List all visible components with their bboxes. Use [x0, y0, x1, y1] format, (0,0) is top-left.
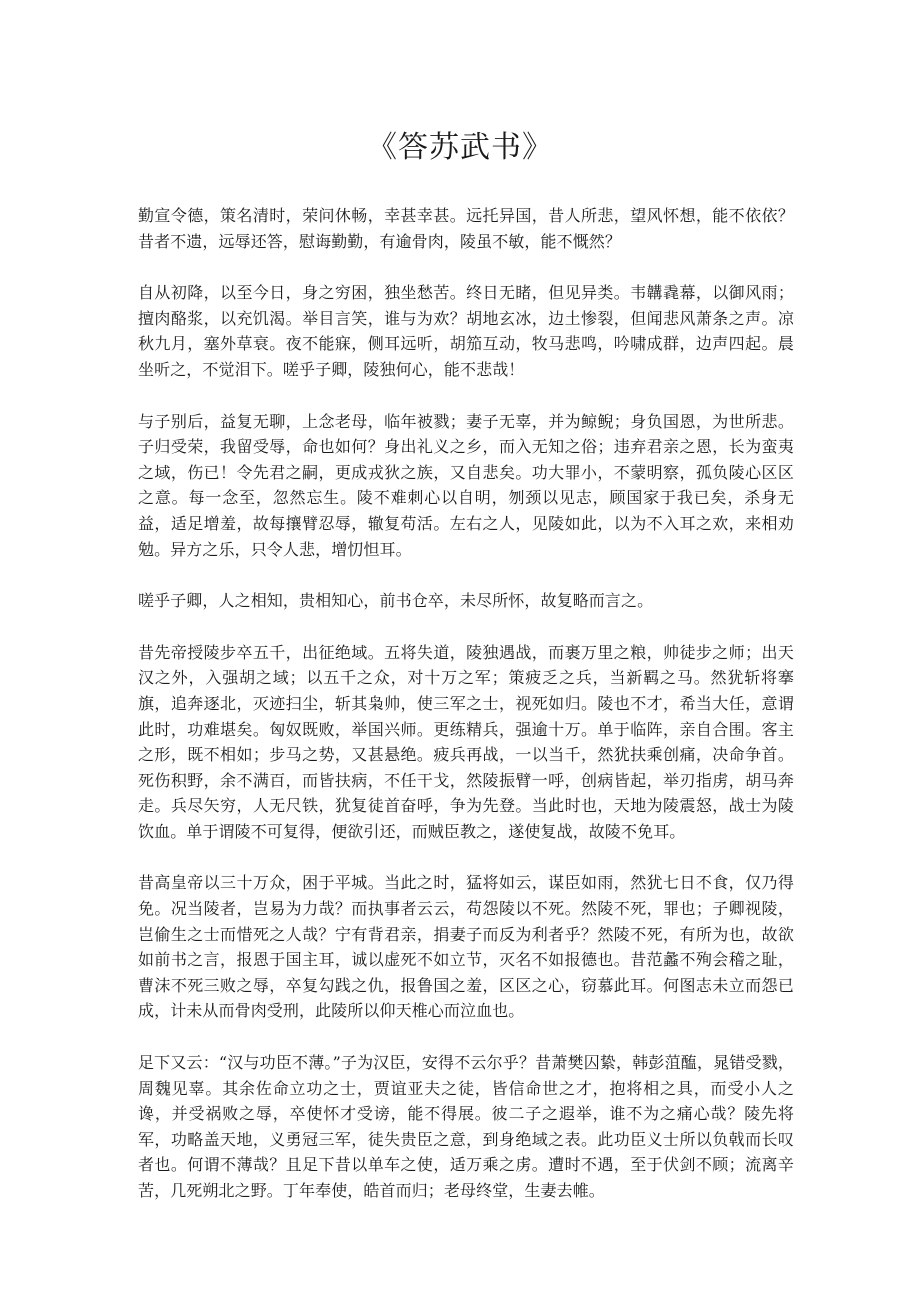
paragraph-4: 嗟乎子卿，人之相知，贵相知心，前书仓卒，未尽所怀，故复略而言之。: [138, 591, 654, 611]
document-body: [138, 203, 794, 1230]
paragraph-2: 自从初降，以至今日，身之穷困，独坐愁苦。终日无睹，但见异类。韦韝毳幕，以御风雨；擅肉酪浆，以充饥渴。举目言笑，谁与为欢？胡地玄冰，边土惨裂，但闻悲风萧条之声。凉秋九月，塞外草衰。夜不能寐，侧耳远听，胡笳互动，牧马悲鸣，吟啸成群，边声四起。晨坐听之，不觉泪下。嗟乎子卿，陵独何心，能不悲哉！: [138, 283, 794, 379]
paragraph-1: 勤宣令德，策名清时，荣问休畅，幸甚幸甚。远托异国，昔人所悲，望风怀想，能不依依？昔者不遗，远辱还答，慰诲勤勤，有逾骨肉，陵虽不敏，能不慨然？: [138, 206, 794, 251]
paragraph-3: 与子别后，益复无聊，上念老母，临年被戮；妻子无辜，并为鲸鲵；身负国恩，为世所悲。子归受荣，我留受辱，命也如何？身出礼义之乡，而入无知之俗；违弃君亲之恩，长为蛮夷之域，伤已！令先君之嗣，更成戎狄之族，又自悲矣。功大罪小，不蒙明察，孤负陵心区区之意。每一念至，忽然忘生。陵不难刺心以自明，刎颈以见志，顾国家于我已矣，杀身无益，适足增羞，故每攘臂忍辱，辙复苟活。左右之人，见陵如此，以为不入耳之欢，来相劝勉。异方之乐，只令人悲，增忉怛耳。: [138, 411, 794, 559]
document-title: 《答苏武书》: [367, 130, 553, 165]
paragraph-5: 昔先帝授陵步卒五千，出征绝域。五将失道，陵独遇战，而裹万里之粮，帅徒步之师；出天汉之外，入强胡之域；以五千之众，对十万之军；策疲乏之兵，当新羁之马。然犹斩将搴旗，追奔逐北，灭迹扫尘，斩其枭帅，使三军之士，视死如归。陵也不才，希当大任，意谓此时，功难堪矣。匈奴既败，举国兴师。更练精兵，强逾十万。单于临阵，亲自合围。客主之形，既不相如；步马之势，又甚悬绝。疲兵再战，一以当千，然犹扶乘创痛，决命争首。死伤积野，余不满百，而皆扶病，不任干戈，然陵振臂一呼，创病皆起，举刃指虏，胡马奔走。兵尽矢穷，人无尺铁，犹复徒首奋呼，争为先登。当此时也，天地为陵震怒，战士为陵饮血。单于谓陵不可复得，便欲引还，而贼臣教之，遂使复战，故陵不免耳。: [138, 642, 794, 841]
paragraph-7: 足下又云：“汉与功臣不薄。”子为汉臣，安得不云尔乎？昔萧樊囚絷，韩彭菹醢，晁错受戮，周魏见辜。其余佐命立功之士，贾谊亚夫之徒，皆信命世之才，抱将相之具，而受小人之谗，并受祸败之辱，卒使怀才受谤，能不得展。彼二子之遐举，谁不为之痛心哉？陵先将军，功略盖天地，义勇冠三军，徒失贵臣之意，到身绝域之表。此功臣义士所以负戟而长叹者也。何谓不薄哉？且足下昔以单车之使，适万乘之虏。遭时不遇，至于伏剑不顾；流离辛苦，几死朔北之野。丁年奉使，皓首而归；老母终堂，生妻去帷。: [138, 1053, 794, 1200]
paragraph-6: 昔高皇帝以三十万众，困于平城。当此之时，猛将如云，谋臣如雨，然犹七日不食，仅乃得免。况当陵者，岂易为力哉？而执事者云云，苟怨陵以不死。然陵不死，罪也；子卿视陵，岂偷生之士而惜死之人哉？宁有背君亲，捐妻子而反为利者乎？然陵不死，有所为也，故欲如前书之言，报恩于国主耳，诚以虚死不如立节，灭名不如报德也。昔范蠡不殉会稽之耻，曹沫不死三败之辱，卒复勾践之仇，报鲁国之羞，区区之心，窃慕此耳。何图志未立而怨已成，计未从而骨肉受刑，此陵所以仰天椎心而泣血也。: [138, 873, 794, 1021]
